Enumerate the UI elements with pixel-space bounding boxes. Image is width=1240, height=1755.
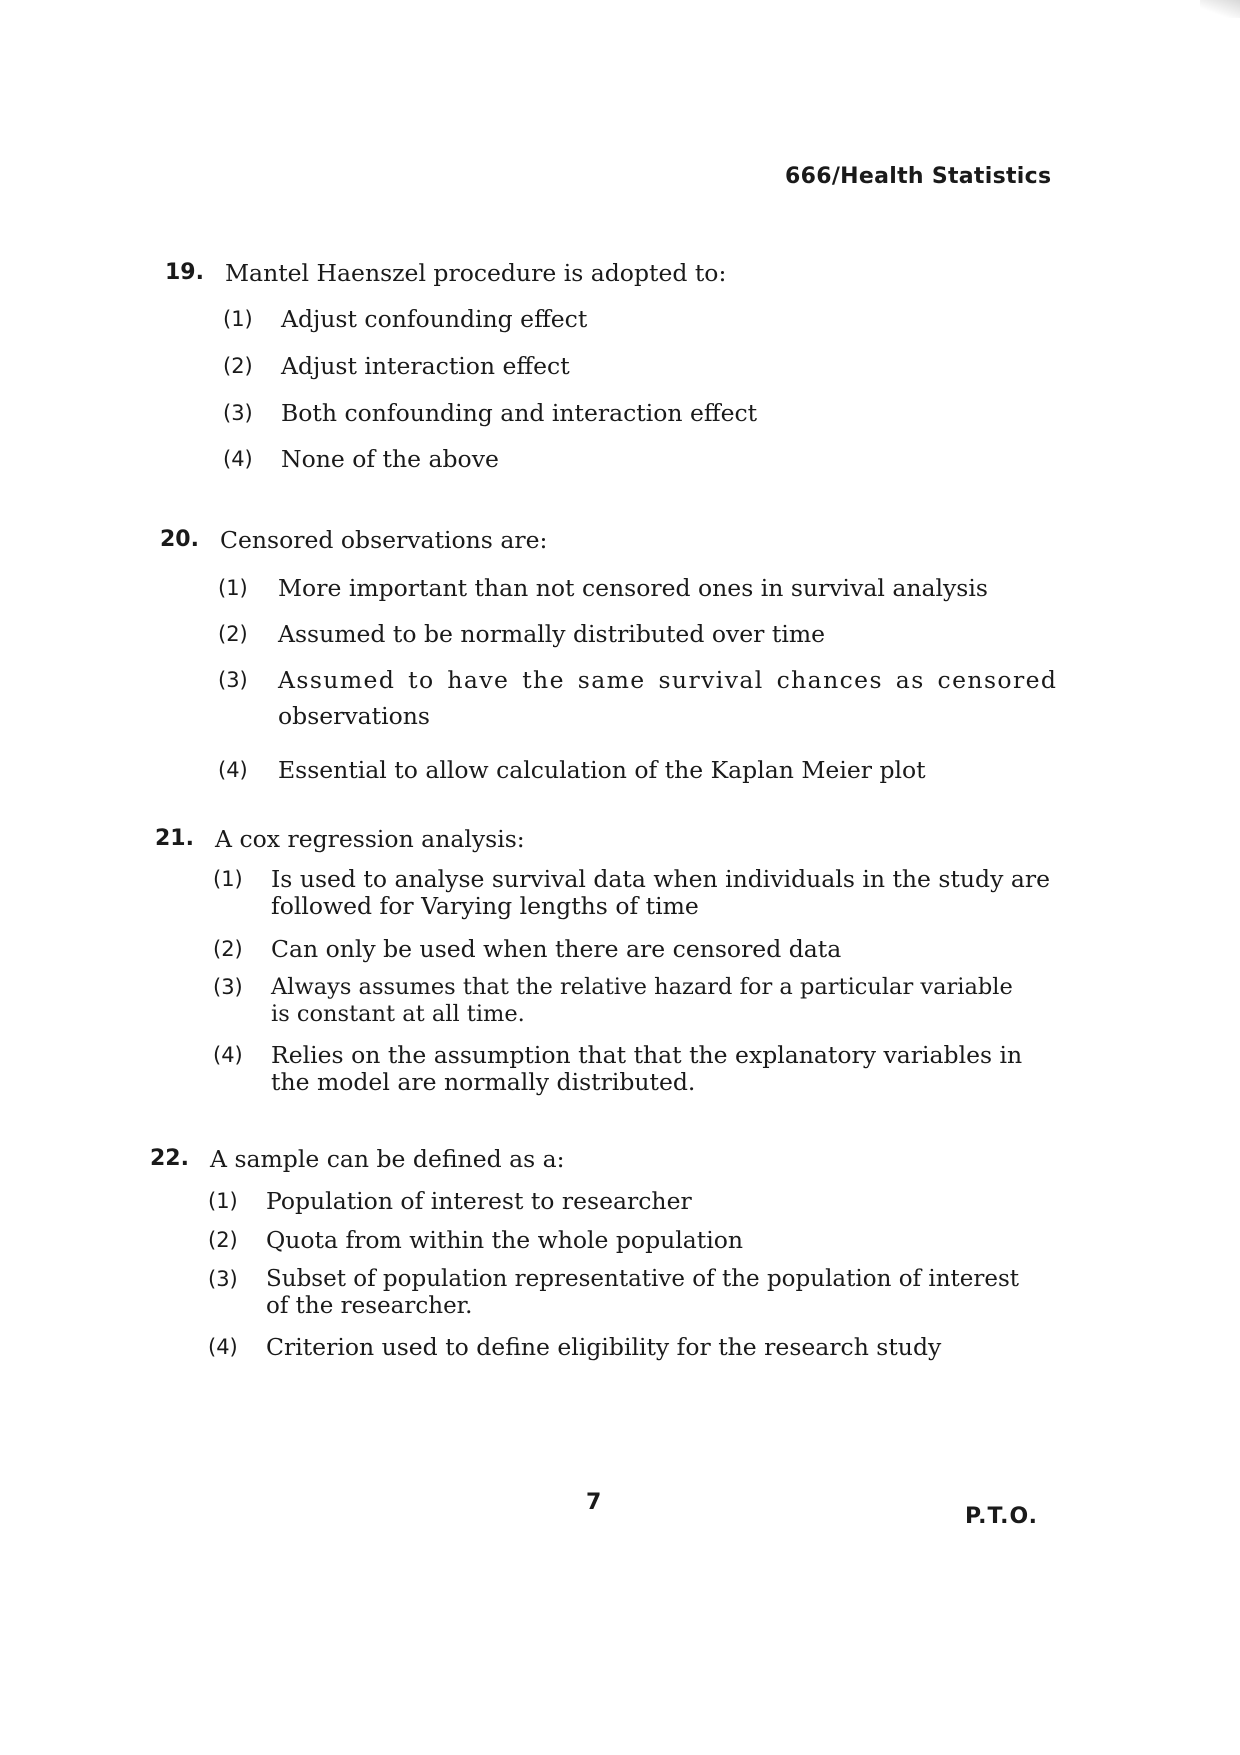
option-number: (4): [213, 1043, 243, 1067]
option-number: (3): [223, 401, 253, 425]
question-text: Censored observations are:: [220, 526, 548, 554]
option-text: Population of interest to researcher: [266, 1187, 692, 1215]
option-text: Essential to allow calculation of the Kaplan Meier plot: [278, 756, 926, 784]
page-number: 7: [586, 1490, 602, 1515]
option-number: (3): [208, 1267, 238, 1291]
question-20: [160, 525, 1080, 795]
question-number: 21.: [155, 826, 194, 851]
option-text: Assumed to have the same survival chances as censored: [278, 666, 1058, 694]
option-text: Is used to analyse survival data when individuals in the study are: [271, 865, 1050, 893]
option-text: Adjust confounding effect: [281, 305, 588, 333]
question-19: [165, 258, 1065, 488]
option-number: (1): [208, 1189, 238, 1213]
option-number: (2): [223, 354, 253, 378]
option-number: (2): [213, 937, 243, 961]
option-number: (4): [208, 1335, 238, 1359]
question-number: 19.: [165, 260, 204, 285]
option-number: (4): [223, 447, 253, 471]
option-text: Always assumes that the relative hazard for a particular variable: [271, 974, 1013, 1000]
option-number: (1): [218, 576, 248, 600]
option-text-continued: of the researcher.: [266, 1293, 473, 1319]
option-number: (1): [213, 867, 243, 891]
question-text: A sample can be defined as a:: [210, 1145, 565, 1173]
option-number: (1): [223, 307, 253, 331]
option-text: Quota from within the whole population: [266, 1226, 744, 1254]
question-22: [150, 1144, 1080, 1384]
option-number: (2): [218, 622, 248, 646]
question-number: 20.: [160, 527, 199, 552]
question-21: [155, 824, 1085, 1114]
option-text-continued: is constant at all time.: [271, 1001, 525, 1027]
question-number: 22.: [150, 1146, 189, 1171]
paper-code-header: 666/Health Statistics: [785, 164, 1052, 189]
option-text: Criterion used to define eligibility for the research study: [266, 1333, 942, 1361]
option-text: Can only be used when there are censored data: [271, 935, 842, 963]
option-text-continued: the model are normally distributed.: [271, 1068, 696, 1096]
option-text: Assumed to be normally distributed over time: [278, 620, 826, 648]
page-corner-shadow: [1200, 0, 1240, 18]
option-text: None of the above: [281, 445, 499, 473]
option-text: Adjust interaction effect: [281, 352, 570, 380]
option-text: More important than not censored ones in survival analysis: [278, 574, 988, 602]
option-text: Both confounding and interaction effect: [281, 399, 758, 427]
please-turn-over-label: P.T.O.: [965, 1504, 1039, 1529]
option-text: Relies on the assumption that that the explanatory variables in: [271, 1041, 1023, 1069]
question-text: A cox regression analysis:: [215, 825, 525, 853]
option-text: Subset of population representative of the population of interest: [266, 1266, 1020, 1292]
option-number: (2): [208, 1228, 238, 1252]
option-text-continued: followed for Varying lengths of time: [271, 892, 699, 920]
question-text: Mantel Haenszel procedure is adopted to:: [225, 259, 727, 287]
option-text-continued: observations: [278, 702, 430, 730]
option-number: (3): [213, 975, 243, 999]
option-number: (3): [218, 668, 248, 692]
option-number: (4): [218, 758, 248, 782]
